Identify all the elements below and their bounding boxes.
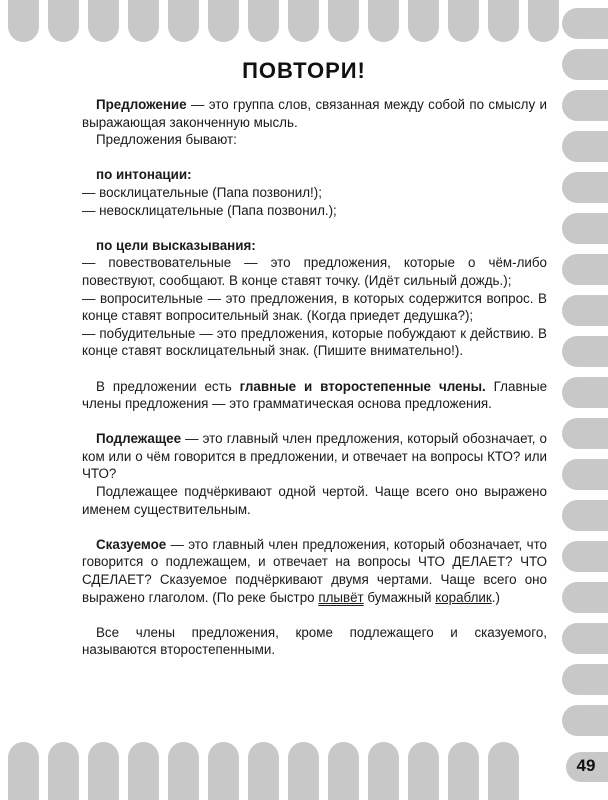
decorative-tab (448, 0, 479, 42)
subject-note: Подлежащее подчёркивают одной чертой. Чаще всего оно выражено именем существительным. (82, 484, 547, 517)
decorative-tab (562, 418, 608, 449)
term-sentence: Предложение (96, 97, 187, 112)
decorative-tab (562, 213, 608, 244)
decorative-tab (88, 742, 119, 800)
page-number: 49 (576, 756, 596, 775)
decorative-tab (562, 705, 608, 736)
decorative-tab (408, 0, 439, 42)
decorative-tab (448, 742, 479, 800)
subject-definition: Подлежащее — это главный член предложения, который обозначает, о ком или о чём говорится в предложении, и отвечает на вопросы КТО? или ЧТО? (82, 431, 547, 482)
text-body (82, 96, 547, 659)
top-decorative-tabs (0, 0, 575, 46)
decorative-tab (562, 336, 608, 367)
decorative-tab (288, 0, 319, 42)
decorative-tab (562, 500, 608, 531)
decorative-tab (48, 0, 79, 42)
term-subject: Подлежащее (96, 431, 182, 447)
example-noun: кораблик (435, 589, 492, 605)
decorative-tab (562, 582, 608, 613)
decorative-tab (562, 295, 608, 326)
purpose-heading: по цели высказывания: (96, 237, 256, 253)
list-item: — вопросительные — это предложения, в которых содержится вопрос. В конце ставят вопросительный знак. (Когда приедет дедушка?); (82, 290, 547, 324)
decorative-tab (488, 742, 519, 800)
decorative-tab (8, 0, 39, 42)
decorative-tab (408, 742, 439, 800)
decorative-tab (562, 90, 608, 121)
decorative-tab (562, 8, 608, 39)
decorative-tab (208, 0, 239, 42)
predicate-definition: Сказуемое — это главный член предложения, который обозначает, что говорится о подлежащем, и отвечает на вопросы ЧТО ДЕЛАЕТ? ЧТО СДЕЛАЕТ? Сказуемое подчёркивают двумя чертами. Чаще всего оно выражено глаголом. (По реке быстро плывёт бумажный кораблик.) (82, 536, 547, 605)
decorative-tab (328, 0, 359, 42)
secondary-members: Все члены предложения, кроме подлежащего и сказуемого, называются второстепенными. (82, 624, 547, 658)
decorative-tab (128, 742, 159, 800)
decorative-tab (562, 254, 608, 285)
list-item: — побудительные — это предложения, которые побуждают к действию. В конце ставят восклицательный знак. (Пишите внимательно!). (82, 325, 547, 359)
decorative-tab (562, 459, 608, 490)
decorative-tab (562, 664, 608, 695)
decorative-tab (368, 742, 399, 800)
decorative-tab (562, 623, 608, 654)
right-decorative-tabs (562, 0, 608, 787)
decorative-tab (562, 172, 608, 203)
decorative-tab (368, 0, 399, 42)
page-title: ПОВТОРИ! (242, 58, 366, 83)
decorative-tab (88, 0, 119, 42)
decorative-tab (48, 742, 79, 800)
decorative-tab (168, 0, 199, 42)
term-predicate: Сказуемое (96, 536, 167, 552)
decorative-tab (248, 0, 279, 42)
decorative-tab (288, 742, 319, 800)
decorative-tab (562, 541, 608, 572)
decorative-tab (8, 742, 39, 800)
decorative-tab (528, 0, 559, 42)
bottom-decorative-tabs (0, 742, 575, 788)
members-paragraph: В предложении есть главные и второстепенные члены. Главные члены предложения — это грамматическая основа предложения. (82, 378, 548, 412)
intonation-heading: по интонации: (96, 167, 192, 183)
sentence-types-intro: Предложения бывают: (96, 132, 237, 148)
decorative-tab (168, 742, 199, 800)
decorative-tab (328, 742, 359, 800)
decorative-tab (128, 0, 159, 42)
decorative-tab (248, 742, 279, 800)
example-verb: плывёт (318, 589, 364, 605)
decorative-tab (562, 377, 608, 408)
list-item: — невосклицательные (Папа позвонил.); (82, 202, 337, 218)
decorative-tab (562, 131, 608, 162)
sentence-definition: Предложение — это группа слов, связанная между собой по смыслу и выражающая законченную мысль. (82, 97, 547, 130)
page-number-badge (566, 752, 608, 782)
decorative-tab (488, 0, 519, 42)
list-item: — восклицательные (Папа позвонил!); (82, 184, 322, 200)
list-item: — повествовательные — это предложения, которые о чём-либо повествуют, сообщают. В конце ставят точку. (Идёт сильный дождь.); (82, 255, 547, 288)
decorative-tab (208, 742, 239, 800)
